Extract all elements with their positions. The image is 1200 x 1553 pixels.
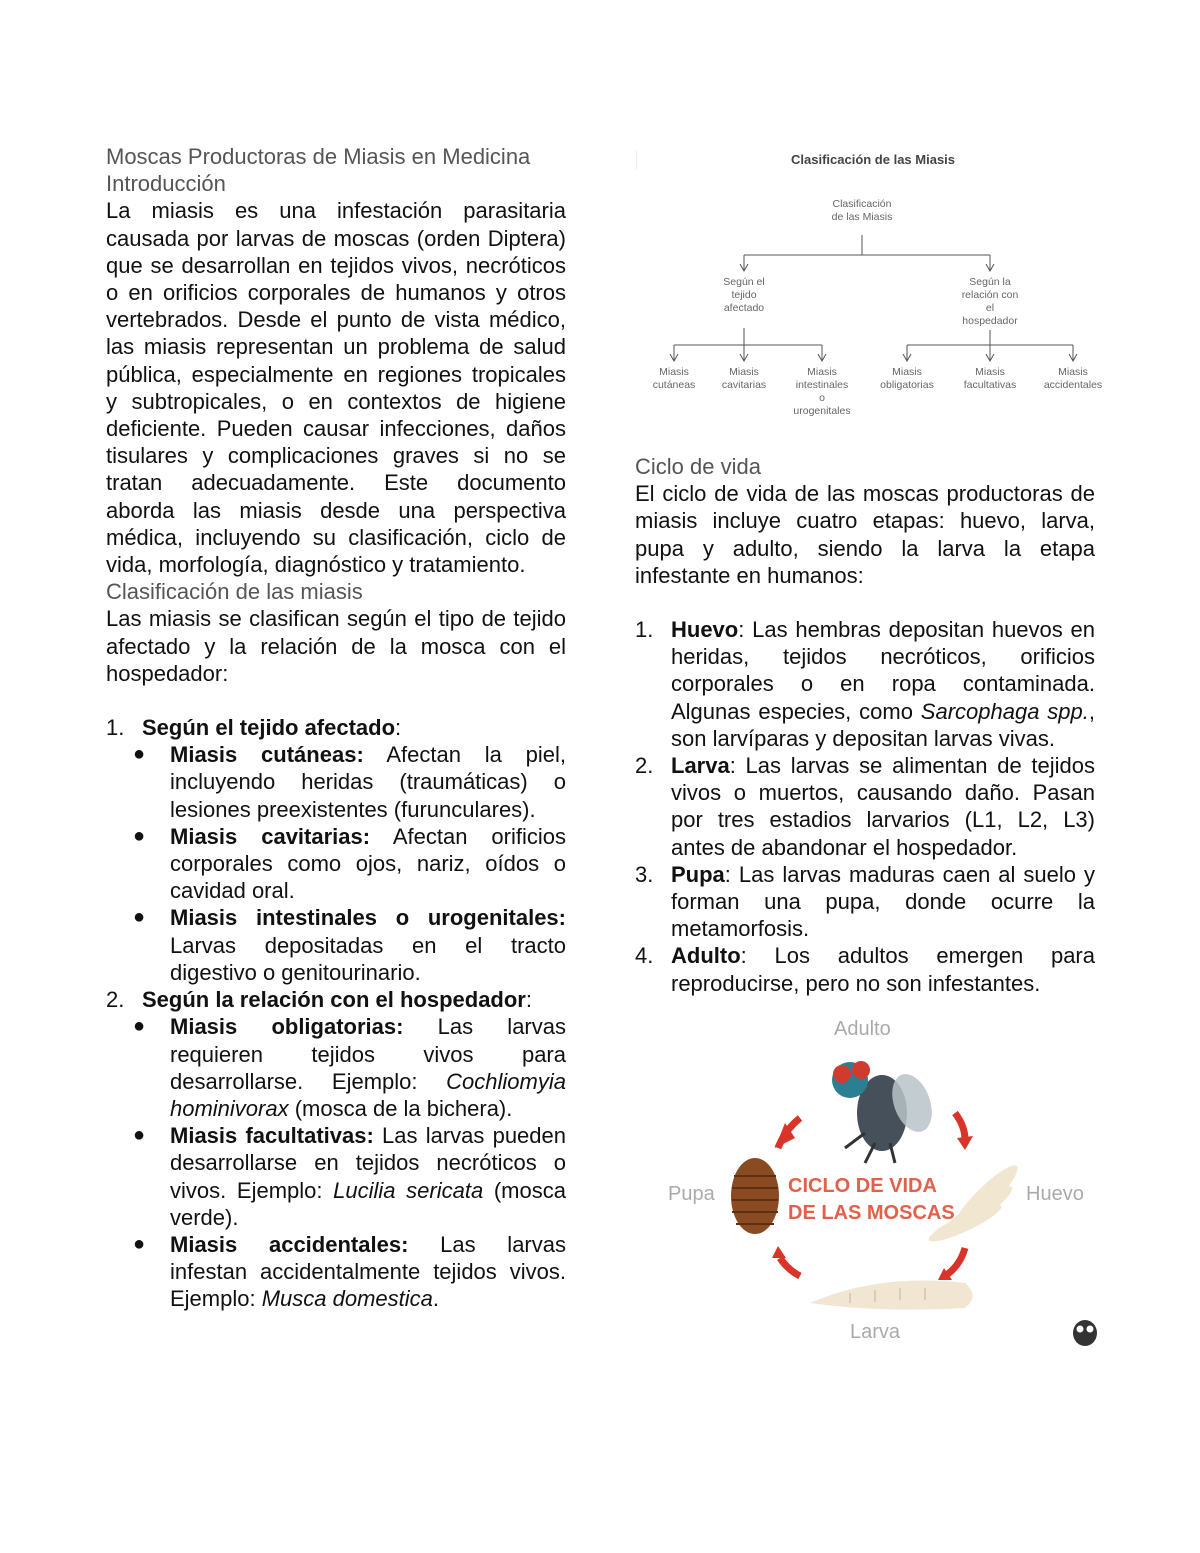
stage-name: Huevo (671, 617, 739, 643)
species-name: Musca domestica (261, 1286, 433, 1312)
classification-group (106, 714, 566, 741)
stage-number: 2. (635, 753, 654, 779)
item-text: Afectan la piel, incluyendo heridas (traumáticas) o lesiones preexistentes (furunculares). (170, 742, 567, 822)
group-number: 2. (106, 987, 125, 1013)
group-label: Según el tejido afectado (142, 715, 396, 741)
item-name: Miasis cutáneas (170, 742, 357, 768)
larva-icon (810, 1281, 973, 1310)
item-text: Las larvas pueden desarrollarse en tejidos necróticos o vivos. (170, 1123, 566, 1203)
group-label: Según la relación con el hospedador (142, 987, 526, 1013)
item-name: Miasis intestinales o urogenitales (170, 905, 559, 931)
species-name: Lucilia sericata (333, 1177, 484, 1203)
item-text: Las larvas infestan accidentalmente tejidos vivos. (170, 1231, 566, 1285)
item-name: Miasis obligatorias (170, 1014, 397, 1040)
list-item: ● Miasis cutáneas: Afectan la piel, incluyendo heridas (traumáticas) o lesiones preexistentes (furunculares). (133, 742, 567, 822)
diagram-leaf: Miasis obligatorias (880, 366, 934, 391)
stage-number: 3. (635, 861, 654, 887)
item-name: Miasis facultativas (170, 1123, 367, 1149)
stage-number: 4. (635, 943, 654, 969)
stage-item (635, 942, 1095, 996)
stage-text: : Los adultos emergen para reproducirse, pero no son infestantes. (671, 943, 1095, 996)
species-name: Sarcophaga spp. (920, 698, 1089, 724)
item-name: Miasis accidentales (170, 1231, 402, 1257)
classification-heading: Clasificación de las miasis (106, 579, 363, 605)
diagram-leaf: Miasis accidentales (1043, 366, 1103, 391)
classification-paragraph: Las miasis se clasifican según el tipo de tejido afectado y la relación de la mosca con el hospedador: (106, 606, 566, 686)
life-cycle-heading: Ciclo de vida (635, 454, 761, 479)
example-prefix: Ejemplo: (331, 1068, 447, 1094)
label-adult: Adulto (834, 1018, 891, 1040)
stage-name: Pupa (671, 861, 725, 887)
colon: : (525, 987, 532, 1013)
cycle-title (788, 1173, 955, 1227)
list-item: ● Miasis intestinales o urogenitales: Larvas depositadas en el tracto digestivo o genitourinario. (133, 905, 566, 985)
list-item: ● Miasis facultativas: Las larvas pueden desarrollarse en tejidos necróticos o vivos. Ejemplo: Lucilia sericata (mosca verde). (133, 1123, 566, 1230)
diagram-leaf: Miasis intestinales o urogenitales (793, 366, 851, 417)
stage-name: Larva (671, 753, 730, 779)
bullet-icon: ● (133, 1124, 146, 1147)
bullet-icon: ● (133, 906, 146, 929)
example-suffix: (mosca verde). (170, 1177, 566, 1230)
document-title: Moscas Productoras de Miasis en Medicina (106, 144, 531, 169)
example-prefix: Ejemplo: (236, 1177, 334, 1203)
fly-icon (832, 1061, 939, 1163)
stage-text: : Las hembras depositan huevos en heridas, tejidos necróticos, orificios corporales o en ropa contaminada. Algunas especies, como (671, 617, 1095, 724)
diagram-root-node: Clasificación de las Miasis (831, 198, 893, 223)
stage-number: 1. (635, 617, 654, 643)
stage-item (635, 861, 1095, 943)
example-suffix: . (432, 1286, 440, 1312)
cycle-title-line2: DE LAS MOSCAS (788, 1202, 955, 1224)
stage-text-end: , son larvíparas y depositan larvas vivas. (671, 698, 1096, 751)
intro-heading: Introducción (106, 171, 226, 197)
cycle-title-line1: CICLO DE VIDA (788, 1175, 937, 1197)
label-egg: Huevo (1026, 1183, 1084, 1205)
pupa-icon (731, 1158, 779, 1234)
label-pupa: Pupa (668, 1183, 715, 1205)
example-prefix: Ejemplo: (170, 1286, 262, 1312)
classification-diagram (636, 150, 1116, 430)
item-name: Miasis cavitarias (170, 823, 363, 849)
label-larva: Larva (850, 1321, 901, 1343)
diagram-leaf: Miasis facultativas (963, 366, 1017, 391)
classification-group (106, 986, 566, 1013)
right-column (635, 453, 1095, 997)
stage-text: : Las larvas se alimentan de tejidos vivos o muertos, causando daño. Pasan por tres estadios larvarios (L1, L2, L3) antes de abandonar el hospedador. (671, 753, 1095, 860)
list-item: ● Miasis obligatorias: Las larvas requieren tejidos vivos para desarrollarse. Ejemplo: Cochliomyia hominivorax (mosca de la bichera). (133, 1014, 566, 1121)
item-text: Larvas depositadas en el tracto digestivo o genitourinario. (170, 932, 566, 985)
bullet-icon: ● (133, 743, 146, 766)
item-text: Afectan orificios corporales como ojos, nariz, oídos o cavidad oral. (170, 823, 566, 904)
bullet-icon: ● (133, 824, 146, 847)
group-number: 1. (106, 715, 125, 741)
diagram-leaf: Miasis cavitarias (721, 366, 767, 391)
list-item: ● Miasis accidentales: Las larvas infestan accidentalmente tejidos vivos. Ejemplo: Musca domestica. (133, 1231, 566, 1312)
left-column (106, 143, 566, 1313)
colon: : (395, 715, 402, 741)
bullet-icon: ● (133, 1015, 146, 1038)
intro-paragraph: La miasis es una infestación parasitaria causada por larvas de moscas (orden Diptera) que se desarrollan en tejidos vivos, necróticos o en orificios corporales de humanos y otros vertebrados. Desde el punto de vista médico, las miasis representan un problema de salud pública, especialmente en regiones tropicales y subtropicales, o en contextos de higiene deficiente. Pueden causar infecciones, daños tisulares y complicaciones graves si no se tratan adecuadamente. Este documento aborda las miasis desde una perspectiva médica, incluyendo su clasificación, ciclo de vida, morfología, diagnóstico y tratamiento. (106, 198, 566, 578)
diagram-branch-host: Según la relación con el hospedador (961, 276, 1019, 327)
item-text: Las larvas requieren tejidos vivos para desarrollarse. (170, 1014, 566, 1094)
bullet-icon: ● (133, 1232, 146, 1255)
stage-item (635, 752, 1095, 861)
stage-item (635, 616, 1095, 752)
example-suffix: (mosca de la bichera). (288, 1095, 513, 1121)
stage-text: : Las larvas maduras caen al suelo y forman una pupa, donde ocurre la metamorfosis. (671, 861, 1095, 942)
diagram-leaf: Miasis cutáneas (652, 366, 696, 391)
life-cycle-paragraph: El ciclo de vida de las moscas productoras de miasis incluye cuatro etapas: huevo, larva, pupa y adulto, siendo la larva la etapa infestante en humanos: (635, 481, 1095, 588)
owl-logo-icon (1073, 1320, 1097, 1346)
diagram-title: Clasificación de las Miasis (791, 152, 956, 167)
species-name: Cochliomyia hominivorax (170, 1068, 566, 1121)
diagram-branch-tissue: Según el tejido afectado (723, 276, 765, 314)
life-cycle-illustration (660, 1018, 1110, 1348)
list-item: ● Miasis cavitarias: Afectan orificios corporales como ojos, nariz, oídos o cavidad oral. (133, 823, 566, 904)
stage-name: Adulto (671, 943, 741, 969)
